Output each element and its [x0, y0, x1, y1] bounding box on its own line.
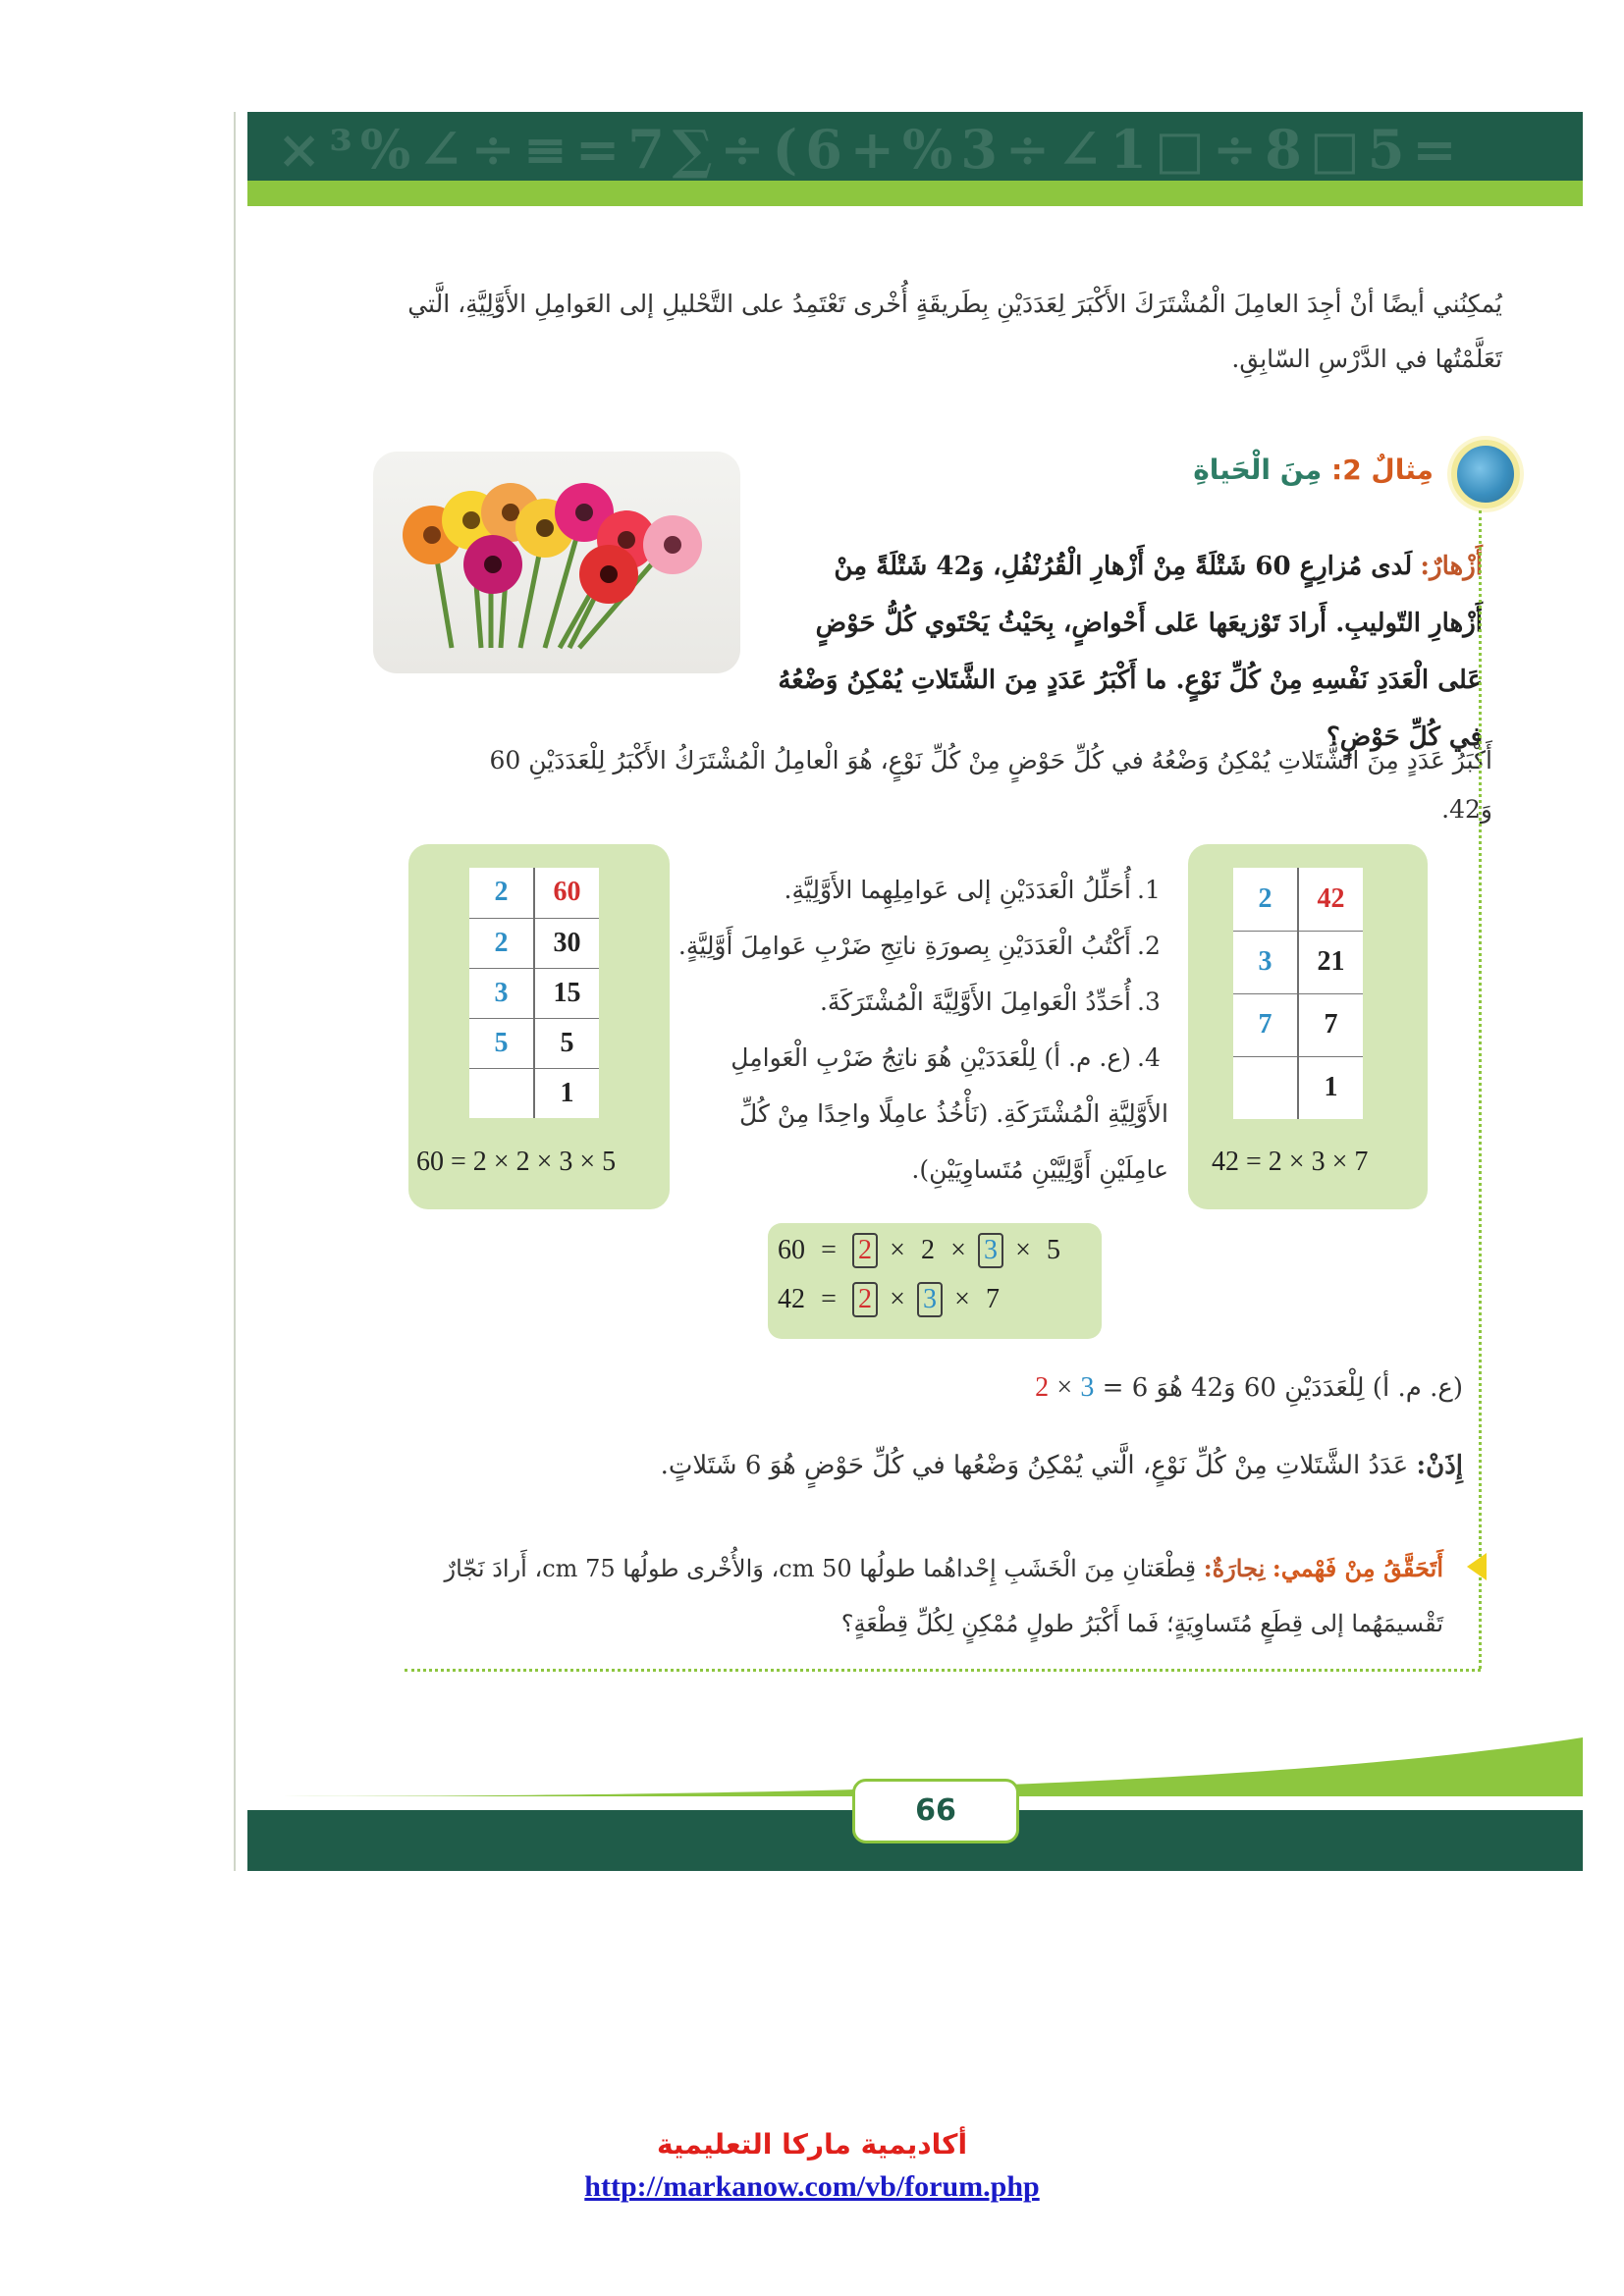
common-row-60	[778, 1233, 1064, 1268]
table-row	[469, 918, 599, 968]
table-row	[469, 868, 599, 918]
prime-factor: 2	[469, 918, 534, 968]
prime-factor: 5	[469, 1018, 534, 1068]
list-item	[677, 918, 1168, 974]
globe-icon	[1451, 440, 1520, 508]
common-factors-box	[768, 1223, 1102, 1339]
factorization-box-42	[1188, 844, 1428, 1209]
quotient: 30	[534, 918, 599, 968]
list-item	[677, 862, 1168, 918]
equals-sign: =	[821, 1235, 837, 1265]
dotted-guide-vertical	[1479, 510, 1482, 1669]
example-number: مِثالٌ 2:	[1330, 454, 1434, 486]
flowers-image	[373, 452, 740, 673]
step-number: 2.	[1137, 932, 1161, 960]
quotient: 42	[1298, 868, 1363, 931]
prime-factor	[469, 1068, 534, 1118]
factor-table-42	[1233, 868, 1363, 1119]
example-title	[1100, 454, 1434, 486]
problem-text: لَدى مُزارِعٍ 60 شَتْلَةً مِنْ أَزْهارِ الْقُرُنْفُلِ، وَ42 شَتْلَةً مِنْ أَزْهارِ التّوليبِ. أَرادَ تَوْزيعَها عَلى أَحْواضٍ، بِحَيْثُ يَحْتَوي كُلُّ حَوْضٍ عَلى الْعَدَدِ نَفْسِهِ مِنْ كُلِّ نَوْعٍ. ما أَكْبَرُ عَدَدٍ مِنَ الشَّتَلاتِ يُمْكِنُ وَضْعُهُ في كُلِّ حَوْضٍ؟	[778, 552, 1483, 752]
prime-factor: 3	[469, 968, 534, 1018]
answer-intro: أَكْبَرُ عَدَدٍ مِنَ الشَّتَلاتِ يُمْكِنُ وَضْعُهُ في كُلِّ حَوْضٍ مِنْ كُلِّ نَوْعٍ، هُوَ الْعامِلُ الْمُشْتَرَكُ الأَكْبَرُ لِلْعَدَدَيْنِ 60 وَ42.	[489, 746, 1492, 824]
table-row	[1233, 1056, 1363, 1119]
table-row	[1233, 993, 1363, 1056]
factor-table-60	[469, 868, 599, 1118]
header-band: ×³%∠÷≡=7∑÷(6+%3÷∠1□÷8□5=	[247, 112, 1583, 200]
common-factor: 2	[852, 1282, 878, 1317]
quotient: 7	[1298, 993, 1363, 1056]
dotted-guide-bottom	[405, 1669, 1481, 1672]
prime-factor: 2	[469, 868, 534, 918]
common-factor: 3	[978, 1233, 1003, 1268]
quotient: 21	[1298, 931, 1363, 993]
common-factor: 2	[852, 1233, 878, 1268]
example-problem	[776, 538, 1483, 766]
factorization-result-60: 60 = 2 × 2 × 3 × 5	[416, 1147, 617, 1177]
list-item	[677, 1030, 1168, 1198]
factorization-box-60	[408, 844, 670, 1209]
times-sign: ×	[1056, 1372, 1073, 1403]
equals-sign: =	[821, 1284, 837, 1314]
quotient: 1	[534, 1068, 599, 1118]
step-number: 4.	[1137, 1043, 1161, 1072]
step-number: 3.	[1137, 988, 1161, 1016]
prime-factor: 3	[1233, 931, 1298, 993]
times-sign: ×	[890, 1235, 905, 1265]
table-row	[469, 968, 599, 1018]
conclusion-label: إِذَنْ:	[1416, 1451, 1463, 1480]
factorization-result-42: 42 = 2 × 3 × 7	[1212, 1147, 1369, 1177]
common-row-42	[778, 1282, 1003, 1317]
check-sublabel: نِجارَةٌ:	[1203, 1554, 1266, 1582]
times-sign: ×	[890, 1284, 905, 1314]
quotient: 5	[534, 1018, 599, 1068]
watermark	[0, 2128, 1624, 2204]
example-heading: مِنَ الْحَياةِ	[1193, 454, 1323, 486]
table-row	[469, 1068, 599, 1118]
number: 42	[778, 1284, 805, 1314]
page-number: 66	[852, 1779, 1019, 1843]
factor: 2	[921, 1235, 935, 1265]
common-factor: 3	[917, 1282, 943, 1317]
prime-factor: 2	[1233, 868, 1298, 931]
watermark-link[interactable]: http://markanow.com/vb/forum.php	[584, 2170, 1040, 2203]
gcf-factor-b: 3	[1080, 1372, 1095, 1403]
check-text: قِطْعَتانِ مِنَ الْخَشَبِ إِحْداهُما طولُها 50 cm، وَالأُخْرى طولُها 75 cm، أَرادَ نَجّارٌ تَقْسيمَهُما إلى قِطَعٍ مُتَساوِيَةٍ؛ فَما أَكْبَرُ طولٍ مُمْكِنٍ لِكُلِّ قِطْعَةٍ؟	[444, 1555, 1443, 1637]
intro-paragraph: يُمكِنُني أيضًا أنْ أجِدَ العامِلَ الْمُشْتَرَكَ الأَكْبَرَ لِعَدَدَيْنِ بِطَريقَةٍ أُخْرى تَعْتَمِدُ على التَّحْليلِ إلى العَوامِلِ الأَوَّلِيَّةِ، الَّتي تَعَلَّمْتُها في الدَّرْسِ السّابِقِ.	[407, 290, 1502, 373]
check-understanding	[363, 1541, 1443, 1651]
step-text: أَكْتُبُ الْعَدَدَيْنِ بِصورَةِ ناتِجِ ضَرْبِ عَوامِلَ أَوَّلِيَّةٍ.	[677, 932, 1131, 960]
step-text: (ع. م. أ) لِلْعَدَدَيْنِ هُوَ ناتِجُ ضَرْبِ الْعَوامِلِ الأَوَّلِيَّةِ الْمُشْتَرَكَةِ. (نَأْخُذُ عامِلًا واحِدًا مِنْ كُلِّ عامِلَيْنِ أَوَّلِيَّيْنِ مُتَساوِيَيْنِ).	[731, 1043, 1168, 1184]
factor: 7	[986, 1284, 1000, 1314]
step-text: أُحَدِّدُ الْعَوامِلَ الأَوَّلِيَّةَ الْمُشْتَرَكَةَ.	[819, 988, 1131, 1016]
number: 60	[778, 1235, 805, 1265]
quotient: 15	[534, 968, 599, 1018]
times-sign: ×	[1015, 1235, 1031, 1265]
times-sign: ×	[954, 1284, 970, 1314]
factor: 5	[1047, 1235, 1060, 1265]
quotient: 1	[1298, 1056, 1363, 1119]
gcf-text: (ع. م. أ) لِلْعَدَدَيْنِ 60 وَ42 هُوَ 6 =	[1102, 1373, 1463, 1403]
step-number: 1.	[1137, 876, 1161, 904]
steps-list	[677, 862, 1168, 1198]
conclusion	[589, 1441, 1463, 1490]
quotient: 60	[534, 868, 599, 918]
table-row	[1233, 931, 1363, 993]
watermark-name: أكاديمية ماركا التعليمية	[656, 2128, 968, 2161]
header-green-stripe	[247, 181, 1583, 206]
table-row	[469, 1018, 599, 1068]
step-text: أُحَلِّلُ الْعَدَدَيْنِ إلى عَوامِلِهِما الأَوَّلِيَّةِ.	[784, 876, 1131, 904]
table-row	[1233, 868, 1363, 931]
gcf-result	[884, 1366, 1463, 1410]
problem-label: أَزْهارٌ:	[1420, 552, 1483, 581]
prime-factor: 7	[1233, 993, 1298, 1056]
check-arrow-icon	[1467, 1553, 1487, 1580]
list-item	[677, 974, 1168, 1030]
conclusion-text: عَدَدُ الشَّتَلاتِ مِنْ كُلِّ نَوْعٍ، الَّتي يُمْكِنُ وَضْعُها في كُلِّ حَوْضٍ هُوَ 6 شَتَلاتٍ.	[660, 1451, 1409, 1480]
prime-factor	[1233, 1056, 1298, 1119]
times-sign: ×	[950, 1235, 966, 1265]
gcf-factor-a: 2	[1035, 1372, 1050, 1403]
check-label: أَتَحَقَّقُ مِنْ فَهْمي:	[1272, 1554, 1443, 1582]
